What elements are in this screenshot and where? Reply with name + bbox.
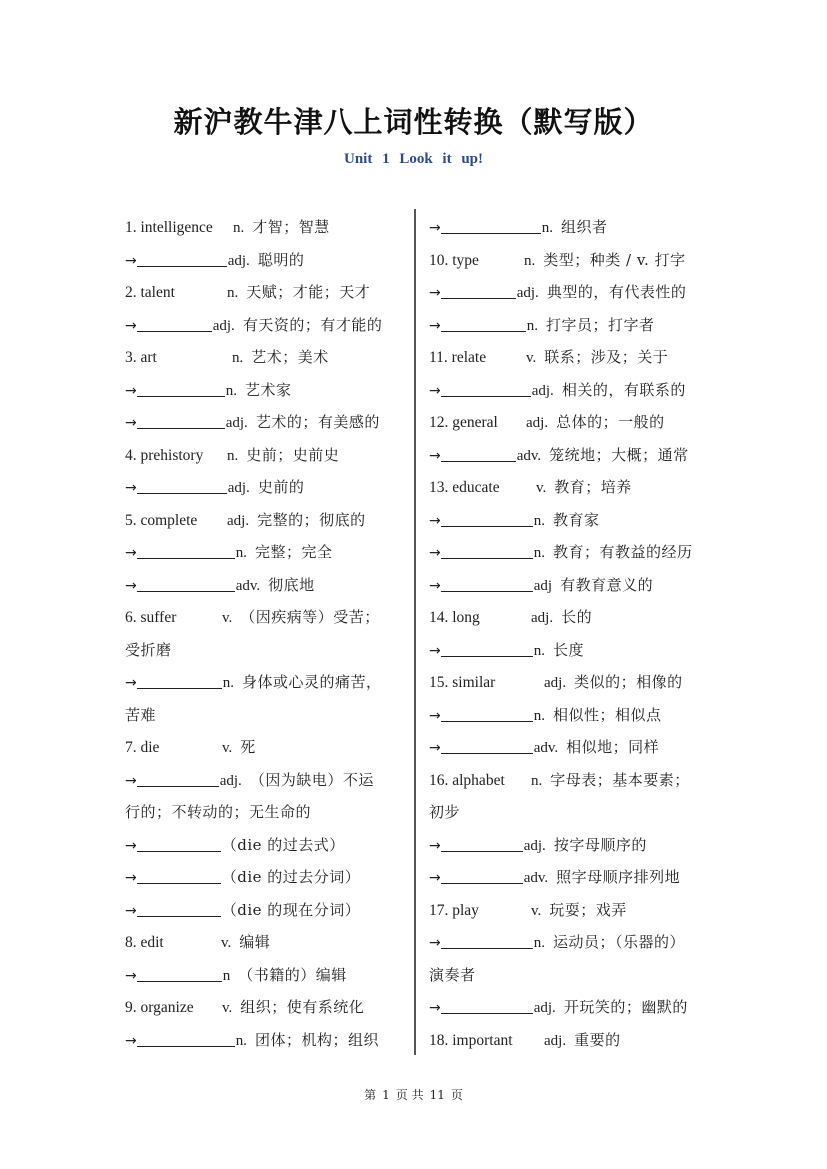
blank-meaning: 聪明的 (257, 250, 305, 269)
blank-meaning: 组织者 (560, 218, 608, 236)
answer-blank[interactable] (441, 864, 523, 884)
part-of-speech: adv. (235, 577, 261, 594)
continued-meaning: 苦难 (125, 705, 157, 724)
part-of-speech: n. (541, 220, 553, 236)
entry-meaning: 组织；使有系统化 (240, 998, 365, 1016)
part-of-speech: adv. (516, 447, 542, 464)
fill-in-line (429, 309, 729, 342)
answer-blank[interactable] (137, 409, 225, 429)
part-of-speech: n (222, 967, 231, 984)
part-of-speech: n. (227, 447, 239, 464)
entry-word: 4. prehistory (125, 446, 204, 464)
answer-blank[interactable] (137, 1027, 235, 1047)
arrow-icon: → (429, 642, 441, 659)
part-of-speech: adj. (526, 415, 549, 431)
arrow-icon: → (429, 740, 441, 756)
answer-blank[interactable] (137, 474, 227, 494)
right-column (429, 211, 729, 1056)
entry-word: 6. suffer (125, 609, 177, 626)
blank-meaning: 完整；完全 (254, 543, 333, 561)
fill-in-line (429, 926, 729, 959)
continuation-line (429, 959, 729, 992)
fill-in-line (125, 829, 415, 862)
fill-in-line (125, 309, 415, 342)
arrow-icon: → (125, 967, 137, 984)
entry-meaning: 长的 (561, 608, 593, 626)
blank-meaning: 有天资的；有才能的 (242, 315, 383, 334)
vocab-entry (125, 211, 415, 244)
part-of-speech: adj. (523, 837, 546, 854)
vocab-entry (429, 244, 729, 277)
part-of-speech: n. (533, 935, 545, 951)
fill-in-line (125, 764, 415, 797)
entry-meaning: 才智；智慧 (252, 218, 330, 236)
fill-in-line (125, 861, 415, 894)
part-of-speech: n. (222, 675, 234, 691)
blank-meaning: （die 的过去分词） (221, 868, 361, 886)
entry-word: 5. complete (125, 511, 198, 529)
continuation-line (125, 796, 415, 829)
part-of-speech: n. (225, 382, 237, 399)
left-column (125, 211, 415, 1056)
part-of-speech: v. (531, 902, 542, 919)
answer-blank[interactable] (441, 377, 531, 397)
entry-word: 11. relate (429, 349, 487, 366)
vocab-entry (125, 926, 415, 959)
entry-meaning: 完整的；彻底的 (257, 510, 366, 529)
answer-blank[interactable] (441, 507, 533, 527)
entry-meaning: 艺术；美术 (251, 348, 329, 366)
fill-in-line (429, 211, 729, 244)
arrow-icon: → (429, 317, 441, 334)
entry-word: 13. educate (429, 479, 500, 496)
arrow-icon: → (125, 902, 137, 919)
fill-in-line (429, 991, 729, 1024)
answer-blank[interactable] (137, 247, 227, 267)
answer-blank[interactable] (441, 994, 533, 1014)
part-of-speech: adj. (516, 285, 539, 301)
arrow-icon: → (429, 512, 441, 529)
blank-meaning: 运动员；（乐器的） (552, 933, 685, 951)
footer-page-prefix: 第 (364, 1088, 377, 1102)
part-of-speech: adj. (544, 675, 567, 691)
vocab-entry (125, 439, 415, 472)
arrow-icon: → (125, 382, 137, 399)
part-of-speech: v. (222, 1000, 233, 1016)
part-of-speech: n. (533, 545, 545, 561)
blank-meaning: 相关的，有联系的 (561, 380, 686, 399)
arrow-icon: → (125, 675, 137, 691)
arrow-icon: → (125, 1032, 137, 1049)
column-divider (414, 209, 416, 1055)
blank-meaning: 照字母顺序排列地 (556, 868, 681, 886)
entry-word: 9. organize (125, 999, 194, 1016)
arrow-icon: → (429, 382, 441, 399)
footer-page-number: 1 (382, 1088, 390, 1102)
vocab-entry (125, 601, 415, 634)
part-of-speech: n. (533, 642, 545, 659)
arrow-icon: → (429, 1000, 441, 1016)
arrow-icon: → (125, 545, 137, 561)
arrow-icon: → (125, 317, 137, 334)
entry-meaning: 总体的；一般的 (556, 413, 665, 431)
part-of-speech: n. (533, 512, 545, 529)
footer-middle: 页 共 (395, 1088, 424, 1102)
part-of-speech: adj. (225, 415, 248, 431)
part-of-speech: v. (221, 935, 232, 951)
part-of-speech: n. (233, 220, 245, 236)
footer-suffix: 页 (450, 1088, 463, 1102)
part-of-speech: n. (533, 707, 545, 724)
part-of-speech: n. (235, 545, 247, 561)
answer-blank[interactable] (137, 572, 235, 592)
part-of-speech: adj. (544, 1032, 567, 1049)
part-of-speech: adv. (533, 740, 559, 756)
entry-meaning: 重要的 (574, 1030, 621, 1049)
answer-blank[interactable] (137, 832, 221, 852)
entry-meaning: 编辑 (239, 933, 271, 951)
fill-in-line (429, 569, 729, 602)
arrow-icon: → (125, 772, 137, 789)
arrow-icon: → (125, 415, 137, 431)
fill-in-line (125, 244, 415, 277)
part-of-speech: adj. (531, 382, 554, 399)
entry-meaning: 联系；涉及；关于 (544, 348, 669, 366)
continuation-line (125, 634, 415, 667)
answer-blank[interactable] (441, 637, 533, 657)
fill-in-line (125, 374, 415, 407)
fill-in-line (429, 861, 729, 894)
blank-meaning: 典型的，有代表性的 (546, 283, 687, 301)
entry-word: 17. play (429, 901, 479, 919)
vocab-entry (125, 276, 415, 309)
blank-meaning: 有教育意义的 (560, 575, 654, 594)
entry-meaning: 史前；史前史 (246, 445, 340, 464)
entry-meaning: 天赋；才能；天才 (246, 283, 371, 301)
entry-meaning: 类型；种类 / v. 打字 (543, 250, 686, 269)
continued-meaning: 演奏者 (429, 965, 476, 984)
entry-word: 8. edit (125, 934, 164, 951)
arrow-icon: → (125, 870, 137, 886)
fill-in-line (429, 699, 729, 732)
answer-blank[interactable] (137, 312, 212, 332)
arrow-icon: → (429, 935, 441, 951)
arrow-icon: → (125, 577, 137, 594)
entry-meaning: 玩耍；戏弄 (549, 900, 627, 919)
entry-meaning: 教育；培养 (554, 478, 632, 496)
fill-in-line (125, 406, 415, 439)
unit-subtitle: Unit 1 Look it up! (343, 151, 484, 167)
part-of-speech: n. (526, 317, 538, 334)
answer-blank[interactable] (441, 572, 533, 592)
page-title: 新沪教牛津八上词性转换（默写版） (173, 105, 654, 139)
vocab-entry (429, 666, 729, 699)
arrow-icon: → (429, 447, 441, 464)
footer-total-pages: 11 (429, 1088, 445, 1102)
blank-meaning: 教育家 (552, 510, 600, 529)
fill-in-line (125, 894, 415, 927)
continued-meaning: 行的；不转动的；无生命的 (125, 803, 312, 821)
answer-blank[interactable] (137, 377, 225, 397)
blank-meaning: （书籍的）编辑 (238, 965, 347, 984)
fill-in-line (429, 731, 729, 764)
fill-in-line (125, 1024, 415, 1057)
arrow-icon: → (429, 285, 441, 301)
blank-meaning: 笼统地；大概；通常 (549, 445, 689, 464)
fill-in-line (125, 666, 415, 699)
blank-meaning: 史前的 (257, 478, 305, 496)
blank-meaning: 艺术的；有美感的 (255, 413, 380, 431)
entry-word: 18. important (429, 1031, 513, 1049)
part-of-speech: adv. (523, 870, 549, 886)
answer-blank[interactable] (441, 734, 533, 754)
entry-word: 12. general (429, 414, 498, 431)
answer-blank[interactable] (137, 767, 219, 787)
entry-word: 7. die (125, 739, 160, 756)
vocab-entry (429, 764, 729, 797)
answer-blank[interactable] (441, 539, 533, 559)
vocab-entry (125, 341, 415, 374)
continued-meaning: 初步 (429, 803, 461, 821)
entry-word: 14. long (429, 609, 480, 626)
fill-in-line (429, 536, 729, 569)
answer-blank[interactable] (137, 669, 222, 689)
blank-meaning: 相似性；相似点 (552, 705, 662, 724)
blank-meaning: （die 的过去式） (221, 835, 345, 854)
part-of-speech: v. (536, 480, 547, 496)
entry-meaning: 类似的；相像的 (574, 673, 683, 691)
blank-meaning: 按字母顺序的 (553, 835, 647, 854)
fill-in-line (125, 471, 415, 504)
part-of-speech: adj. (227, 512, 250, 529)
entry-word: 3. art (125, 349, 157, 366)
vocab-entry (429, 471, 729, 504)
arrow-icon: → (429, 870, 441, 886)
vocab-entry (429, 1024, 729, 1057)
fill-in-line (125, 569, 415, 602)
answer-blank[interactable] (137, 897, 221, 917)
page-footer (0, 1086, 827, 1103)
answer-blank[interactable] (137, 864, 221, 884)
fill-in-line (125, 536, 415, 569)
continuation-line (125, 699, 415, 732)
blank-meaning: 教育；有教益的经历 (552, 543, 693, 561)
part-of-speech: adj. (219, 772, 242, 789)
vocab-entry (429, 894, 729, 927)
answer-blank[interactable] (137, 539, 235, 559)
part-of-speech: v. (526, 350, 537, 366)
answer-blank[interactable] (441, 832, 523, 852)
part-of-speech: v. (222, 740, 233, 756)
vocab-entry (125, 504, 415, 537)
fill-in-line (429, 439, 729, 472)
vocab-entry (429, 601, 729, 634)
arrow-icon: → (125, 252, 137, 269)
part-of-speech: n. (232, 350, 244, 366)
vocab-entry (125, 991, 415, 1024)
arrow-icon: → (429, 220, 441, 236)
answer-blank[interactable] (441, 214, 541, 234)
entry-word: 15. similar (429, 674, 496, 691)
blank-meaning: 彻底地 (268, 575, 315, 594)
fill-in-line (429, 374, 729, 407)
part-of-speech: adj (533, 577, 553, 594)
part-of-speech: n. (235, 1032, 247, 1049)
part-of-speech: adj. (212, 317, 235, 334)
entry-word: 2. talent (125, 284, 175, 301)
answer-blank[interactable] (441, 279, 516, 299)
answer-blank[interactable] (441, 442, 516, 462)
entry-word: 16. alphabet (429, 771, 505, 789)
vocab-entry (429, 406, 729, 439)
blank-meaning: （die 的现在分词） (221, 900, 361, 919)
blank-meaning: 团体；机构；组织 (254, 1030, 379, 1049)
blank-meaning: 艺术家 (244, 380, 292, 399)
part-of-speech: adj. (227, 480, 250, 496)
blank-meaning: 长度 (552, 640, 584, 659)
fill-in-line (429, 276, 729, 309)
answer-blank[interactable] (441, 702, 533, 722)
arrow-icon: → (125, 837, 137, 854)
entry-word: 1. intelligence (125, 219, 213, 236)
entry-meaning: 死 (240, 738, 256, 756)
part-of-speech: adj. (533, 1000, 556, 1016)
blank-meaning: 开玩笑的；幽默的 (563, 998, 688, 1016)
part-of-speech: n. (227, 285, 239, 301)
fill-in-line (125, 959, 415, 992)
entry-word: 10. type (429, 251, 479, 269)
fill-in-line (429, 504, 729, 537)
part-of-speech: n. (531, 772, 543, 789)
continued-meaning: 受折磨 (125, 640, 172, 659)
answer-blank[interactable] (137, 962, 222, 982)
fill-in-line (429, 829, 729, 862)
entry-meaning: 字母表；基本要素； (550, 770, 690, 789)
blank-meaning: 相似地；同样 (566, 738, 660, 756)
arrow-icon: → (429, 577, 441, 594)
vocab-entry (429, 341, 729, 374)
blank-meaning: 打字员；打字者 (545, 315, 655, 334)
answer-blank[interactable] (441, 929, 533, 949)
arrow-icon: → (429, 837, 441, 854)
answer-blank[interactable] (441, 312, 526, 332)
blank-meaning: （因为缺电）不运 (249, 770, 374, 789)
arrow-icon: → (125, 480, 137, 496)
continuation-line (429, 796, 729, 829)
vocab-entry (125, 731, 415, 764)
entry-meaning: （因疾病等）受苦； (240, 608, 380, 626)
part-of-speech: adj. (227, 252, 250, 269)
part-of-speech: adj. (531, 610, 554, 626)
arrow-icon: → (429, 545, 441, 561)
blank-meaning: 身体或心灵的痛苦， (241, 673, 382, 691)
fill-in-line (429, 634, 729, 667)
arrow-icon: → (429, 707, 441, 724)
part-of-speech: v. (222, 610, 233, 626)
part-of-speech: n. (524, 252, 536, 269)
